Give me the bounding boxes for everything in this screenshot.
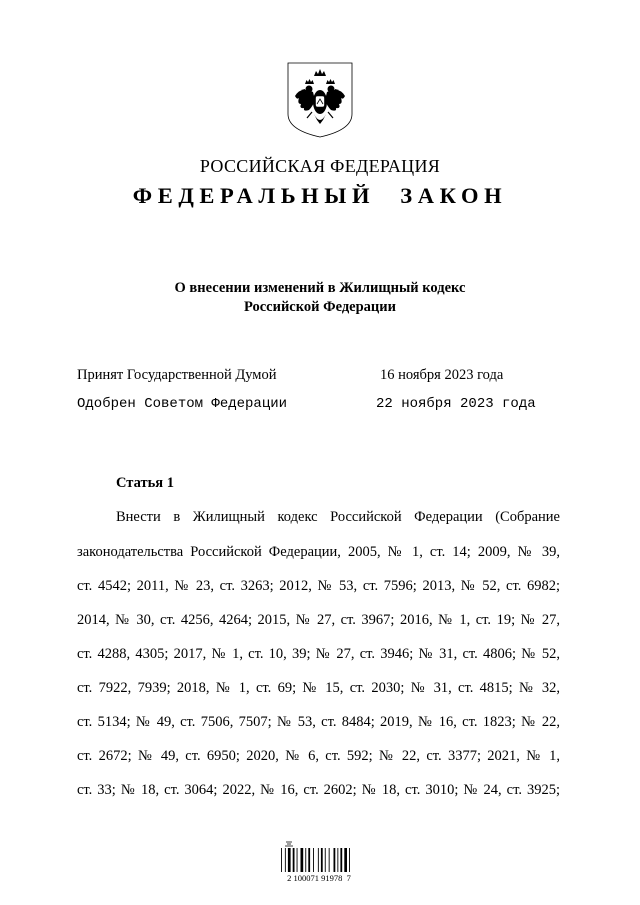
council-approval-label: Одобрен Советом Федерации xyxy=(77,396,288,412)
country-name: РОССИЙСКАЯ ФЕДЕРАЦИЯ xyxy=(199,156,441,176)
barcode-mark xyxy=(285,842,293,846)
law-subject-line-2: Российской Федерации xyxy=(243,299,396,315)
barcode-bar xyxy=(305,848,306,872)
barcode-bar xyxy=(349,848,350,872)
article-text-line: ст. 4288, 4305; 2017, № 1, ст. 10, 39; № 27, ст. 3946; № 31, ст. 4806; № 52, xyxy=(77,646,560,662)
barcode-bar xyxy=(301,848,304,872)
barcode-bar xyxy=(344,848,347,872)
barcode-bar xyxy=(318,848,319,872)
article-text-line: Внести в Жилищный кодекс Российской Федерации (Собрание xyxy=(116,509,560,525)
article-text-line: ст. 4542; 2011, № 23, ст. 3263; 2012, № 53, ст. 7596; 2013, № 52, ст. 6982; xyxy=(77,578,560,594)
barcode-bar xyxy=(340,848,342,872)
barcode-bar xyxy=(313,848,314,872)
law-subject-line-1: О внесении изменений в Жилищный кодекс xyxy=(174,280,466,296)
barcode-bar xyxy=(285,848,286,872)
barcode-number: 2 100071 91978 7 xyxy=(287,873,351,883)
barcode-bar xyxy=(334,848,336,872)
coat-of-arms-emblem xyxy=(287,62,353,138)
article-text-line: ст. 2672; № 49, ст. 6950; 2020, № 6, ст. 592; № 22, ст. 3377; 2021, № 1, xyxy=(77,748,560,764)
article-text-line: ст. 7922, 7939; 2018, № 1, ст. 69; № 15, ст. 2030; № 31, ст. 4815; № 32, xyxy=(77,680,560,696)
article-text-line: ст. 33; № 18, ст. 3064; 2022, № 16, ст. 2602; № 18, ст. 3010; № 24, ст. 3925; xyxy=(77,782,560,798)
barcode-bar xyxy=(337,848,338,872)
barcode-bar xyxy=(329,848,330,872)
barcode-bar xyxy=(281,848,282,872)
document-type-title: ФЕДЕРАЛЬНЫЙ ЗАКОН xyxy=(132,183,508,208)
barcode-bar xyxy=(308,848,310,872)
barcode-bar xyxy=(288,848,291,872)
barcode-bar xyxy=(321,848,323,872)
barcode-bar xyxy=(325,848,326,872)
council-approval-date: 22 ноября 2023 года xyxy=(376,396,536,412)
article-text-line: законодательства Российской Федерации, 2005, № 1, ст. 14; 2009, № 39, xyxy=(77,544,560,560)
barcode-bar xyxy=(293,848,295,872)
article-heading: Статья 1 xyxy=(116,475,174,491)
article-text-line: ст. 5134; № 49, ст. 7506, 7507; № 53, ст. 8484; 2019, № 16, ст. 1823; № 22, xyxy=(77,714,560,730)
duma-adoption-date: 16 ноября 2023 года xyxy=(380,367,504,383)
barcode-bar xyxy=(297,848,298,872)
article-text-line: 2014, № 30, ст. 4256, 4264; 2015, № 27, ст. 3967; 2016, № 1, ст. 19; № 27, xyxy=(77,612,560,628)
duma-adoption-label: Принят Государственной Думой xyxy=(77,367,277,383)
